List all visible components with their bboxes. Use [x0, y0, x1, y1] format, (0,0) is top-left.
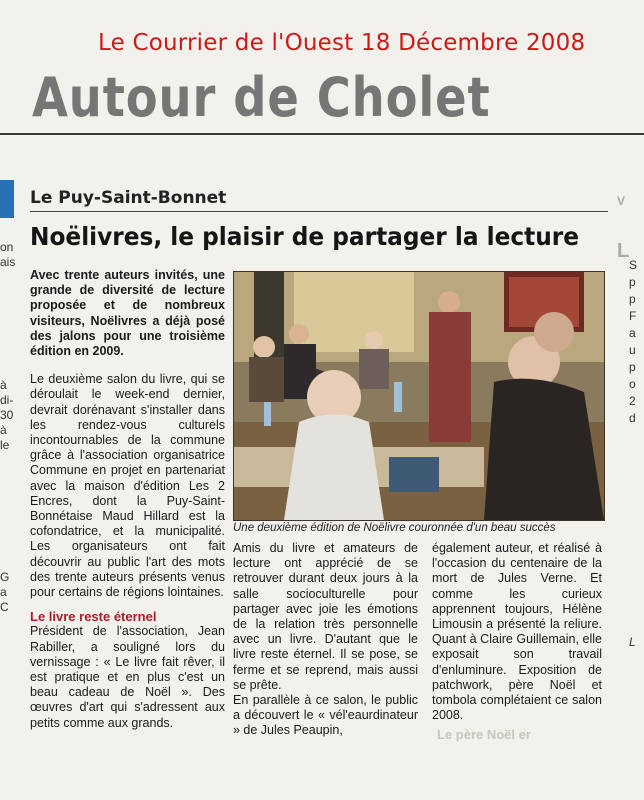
column-2 — [233, 541, 418, 739]
subheading: Le livre reste éternel — [30, 609, 157, 625]
photo-illustration — [234, 272, 604, 520]
event-photo — [233, 271, 605, 521]
paragraph-2: Président de l'association, Jean Rabiller, a souligné lors du vernissage : « Le livre fait rêver, il est pratique et en plus c'est un beau cadeau de Noël ». Des œuvres d'art qui s'adressent aux petits comme aux grands. — [30, 624, 225, 730]
column-1 — [30, 268, 225, 731]
paragraph-5: également auteur, et réalisé à l'occasion du centenaire de la mort de Jules Verne. Et comme les curieux apprennent toujours, Hélène Limousin a présenté la reliure. Quant à Claire Guillemain, elle exposait son travail d'enluminure. Exposition de patchwork, père Noël et tombola complétaient ce salon 2008. — [432, 541, 602, 723]
right-neighbour-column: V L S p p F a u p o 2 d L — [617, 194, 638, 649]
source-line: Le Courrier de l'Ouest 18 Décembre 2008 — [98, 30, 586, 56]
left-neighbour-column: on ais à di- 30 à le G a C — [0, 180, 16, 800]
blue-box — [0, 180, 14, 218]
paragraph-4: En parallèle à ce salon, le public a découvert le « vél'eaurdinateur » de Jules Peaupin, — [233, 693, 418, 738]
article-location: Le Puy-Saint-Bonnet — [30, 188, 227, 208]
paragraph-3: Amis du livre et amateurs de lecture ont apprécié de se retrouver durant deux jours à la salle socioculturelle pour partager avec joie les émotions de la relation très personnelle avec un livre. D'autant que le livre reste éternel. Il se pose, se ferme et se reprend, mais aussi se prête. — [233, 541, 418, 692]
article-lead: Avec trente auteurs invités, une grande de diversité de lecture proposée et de nombreux visiteurs, Noëlivres a déjà posé des jalons pour une troisième édition en 2009. — [30, 268, 225, 359]
location-rule — [30, 211, 608, 212]
article-headline: Noëlivres, le plaisir de partager la lecture — [30, 222, 580, 251]
bleed-through-text — [90, 2, 94, 20]
column-3 — [432, 541, 602, 723]
photo-caption: Une deuxième édition de Noëlivre couronnée d'un beau succès — [233, 522, 556, 534]
bleed-through-bottom: Le père Noël er — [437, 727, 531, 742]
paragraph-1: Le deuxième salon du livre, qui se déroulait le week-end dernier, devrait dorénavant s'installer dans les rendez-vous culturels incontournables de la commune grâce à l'association organisatrice Commune en projet en partenariat avec la maison d'édition Les 2 Encres, dont la Puy-Saint-Bonnétaise Maud Hillard est la cofondatrice, et la municipalité. Les organisateurs ont fait découvrir au public l'art des mots des trente auteurs présents venus pour certains de régions lointaines. — [30, 372, 225, 600]
section-rule — [0, 133, 644, 135]
section-title: Autour de Cholet — [32, 66, 491, 129]
